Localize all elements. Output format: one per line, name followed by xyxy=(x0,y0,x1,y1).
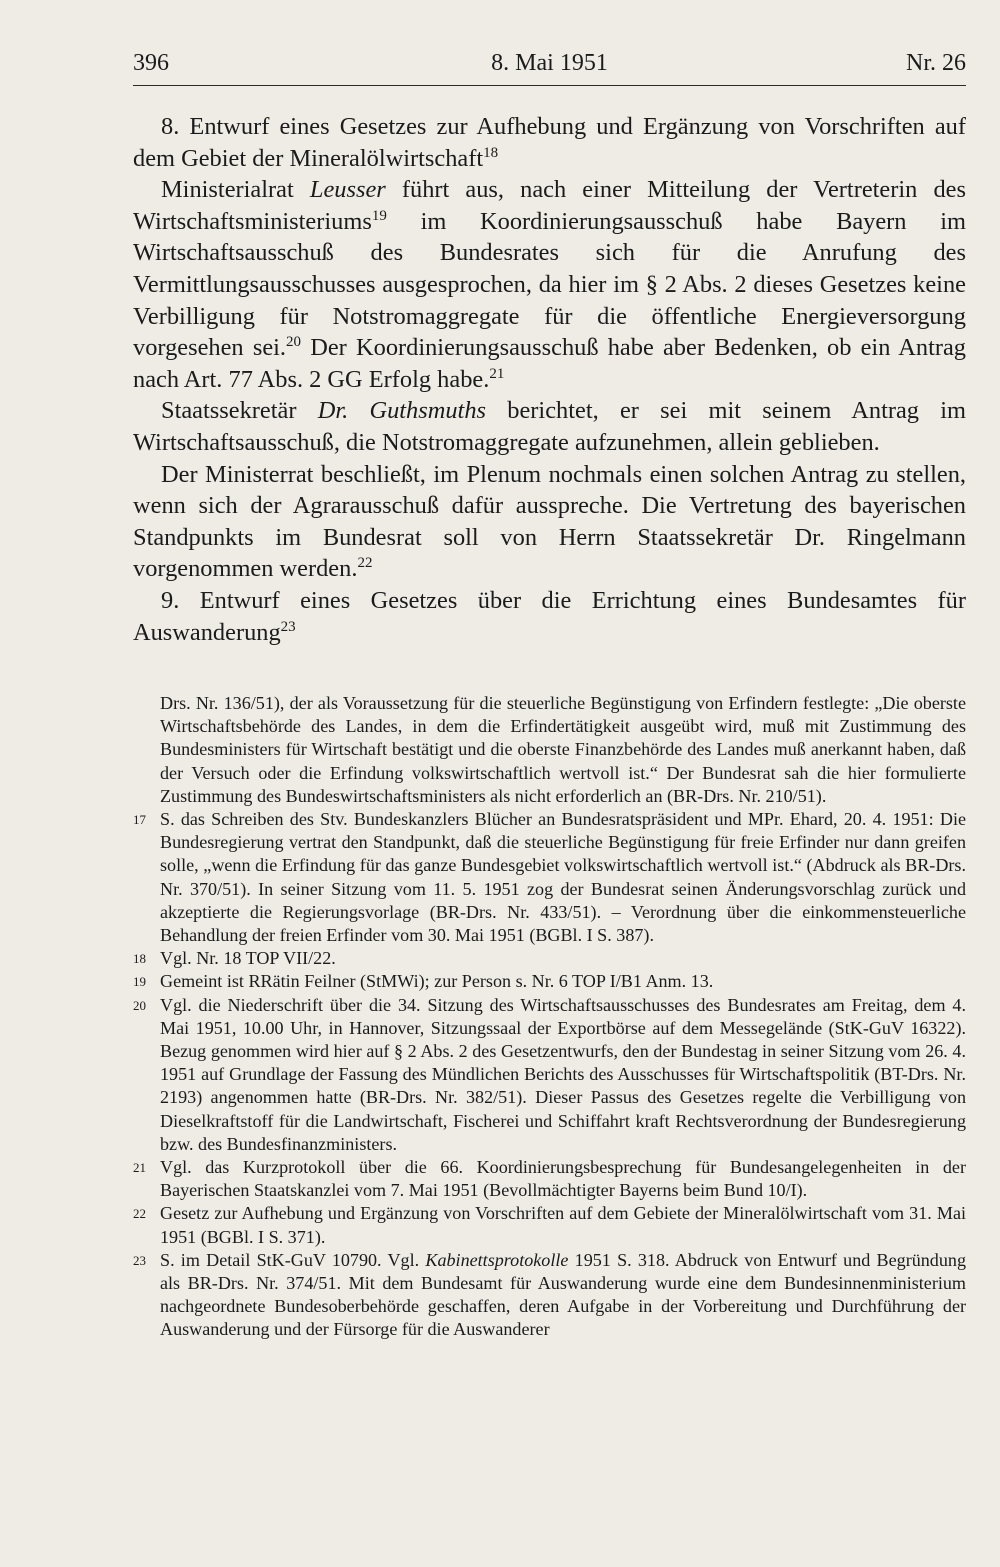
footnote-ref: 22 xyxy=(357,555,373,572)
footnote-number: 18 xyxy=(133,951,146,967)
agenda-item-8: 8. Entwurf eines Gesetzes zur Aufhebung und Ergänzung von Vorschriften auf dem Gebiet der Mineralölwirtschaft$^{18}$ xyxy=(133,113,966,172)
running-header xyxy=(133,50,966,84)
main-text xyxy=(133,111,966,648)
header-date: 8. Mai 1951 xyxy=(491,50,608,76)
footnotes xyxy=(133,692,966,1342)
footnote-number: 22 xyxy=(133,1206,146,1222)
footnote-17: 17 S. das Schreiben des Stv. Bundeskanzlers Blücher an Bundesratspräsident und MPr. Ehard, 20. 4. 1951: Die Bundesregierung vertrat den Standpunkt, daß die steuerliche Begünstigung für freie Erfinder nur dann greifen solle, „wenn die Erfindung für das ganze Bundesgebiet volkswirtschaftlich wertvoll ist.“ (Abdruck als BR-Drs. Nr. 370/51). In seiner Sitzung vom 11. 5. 1951 zog der Bundesrat seinen Änderungsvorschlag zurück und akzeptierte die Regierungsvorlage (BR-Drs. Nr. 433/51). – Verordnung über die einkommensteuerliche Behandlung der freien Erfinder vom 30. Mai 1951 (BGBl. I S. 387). xyxy=(133,809,966,946)
paragraph-resolution: Der Ministerrat beschließt, im Plenum nochmals einen solchen Antrag zu stellen, wenn sich der Agrarausschuß dafür ausspreche. Die Vertretung des bayerischen Standpunkts im Bundesrat soll von Herrn Staatssekretär Dr. Ringelmann vorgenommen werden.$^{22}$ xyxy=(133,460,966,583)
footnote-ref: 23 xyxy=(280,618,296,635)
footnote-18: 18 Vgl. Nr. 18 TOP VII/22. xyxy=(133,947,966,970)
paragraph-guthsmuths: Staatssekretär Dr. Guthsmuths berichtet, er sei mit seinem Antrag im Wirtschaftsausschuß, die Notstromaggregate aufzunehmen, allein geblieben. xyxy=(133,397,966,456)
footnote-number: 19 xyxy=(133,974,146,990)
footnote-ref: 19 xyxy=(371,207,387,224)
footnote-number: 21 xyxy=(133,1160,146,1176)
footnote-number: 20 xyxy=(133,997,146,1013)
document-number: Nr. 26 xyxy=(906,50,966,76)
footnote-number: 23 xyxy=(133,1252,146,1268)
footnote-20: 20 Vgl. die Niederschrift über die 34. Sitzung des Wirtschaftsausschusses des Bundesrates am Freitag, dem 4. Mai 1951, 10.00 Uhr, in Hannover, Sitzungssaal der Exportbörse auf dem Messegelände (StK-GuV 16322). Bezug genommen wird hier auf § 2 Abs. 2 des Gesetzentwurfs, den der Bundestag in seiner Sitzung vom 26. 4. 1951 auf Grundlage der Fassung des Mündlichen Berichts des Ausschusses für Wirtschaftspolitik (BT-Drs. Nr. 2193) angenommen hatte (BR-Drs. Nr. 382/51). Dieser Passus des Gesetzes regelte die Verbilligung von Dieselkraftstoff für die Landwirtschaft, Fischerei und Schiffahrt kraft Rechtsverordnung der Bundesregierung bzw. des Bundesfinanzministers. xyxy=(133,994,966,1154)
footnote-23: 23 S. im Detail StK-GuV 10790. Vgl. Kabinettsprotokolle 1951 S. 318. Abdruck von Entwurf und Begründung als BR-Drs. Nr. 374/51. Mit dem Bundesamt für Auswanderung wurde eine dem Bundesinnenministerium nachgeordnete Bundesoberbehörde geschaffen, deren Aufgabe in der Vorbereitung und Durchführung der Auswanderung und der Fürsorge für die Auswanderer xyxy=(133,1249,966,1340)
footnote-21: 21 Vgl. das Kurzprotokoll über die 66. Koordinierungsbesprechung für Bundesangelegenheiten in der Bayerischen Staatskanzlei vom 7. Mai 1951 (Bevollmächtigter Bayerns beim Bund 10/I). xyxy=(133,1157,966,1201)
agenda-item-9: 9. Entwurf eines Gesetzes über die Errichtung eines Bundesamtes für Auswanderung$^{23}$ xyxy=(133,586,966,646)
paragraph-leusser: Ministerialrat Leusser führt aus, nach einer Mitteilung der Vertreterin des Wirtschaftsministeriums$^{19}$ im Koordinierungsausschuß habe Bayern im Wirtschaftsausschuß des Bundesrates sich für die Anrufung des Vermittlungsausschusses ausgesprochen, da hier im § 2 Abs. 2 dieses Gesetzes keine Verbilligung für Notstromaggregate für die öffentliche Energieversorgung vorgesehen sei.$^{20}$ Der Koordinierungsausschuß habe aber Bedenken, ob ein Antrag nach Art. 77 Abs. 2 GG Erfolg habe.$^{21}$ xyxy=(133,176,966,393)
footnote-continuation: Drs. Nr. 136/51), der als Voraussetzung für die steuerliche Begünstigung von Erfindern festlegte: „Die oberste Wirtschaftsbehörde des Landes, in dem die Erfindertätigkeit ausgeübt wird, muß mit Zustimmung des Bundesministers für Wirtschaft bestätigt und die oberste Finanzbehörde des Landes muß anerkannt haben, daß der Versuch oder die Erfindung volkswirtschaftlich wertvoll ist.“ Der Bundesrat sah die hier formulierte Zustimmung des Bundeswirtschaftsministers als nicht erforderlich an (BR-Drs. Nr. 210/51). xyxy=(160,693,966,806)
speaker-name: Leusser xyxy=(309,176,386,204)
footnote-22: 22 Gesetz zur Aufhebung und Ergänzung von Vorschriften auf dem Gebiete der Mineralölwirtschaft vom 31. Mai 1951 (BGBl. I S. 371). xyxy=(133,1203,966,1247)
speaker-name: Dr. Guthsmuths xyxy=(317,397,487,425)
footnote-ref: 21 xyxy=(489,365,505,382)
footnote-19: 19 Gemeint ist RRätin Feilner (StMWi); zur Person s. Nr. 6 TOP I/B1 Anm. 13. xyxy=(133,970,966,993)
footnote-number: 17 xyxy=(133,812,146,828)
footnote-ref: 20 xyxy=(286,334,302,351)
footnote-ref: 18 xyxy=(483,144,499,161)
page-number: 396 xyxy=(133,50,169,76)
header-rule xyxy=(133,85,966,86)
